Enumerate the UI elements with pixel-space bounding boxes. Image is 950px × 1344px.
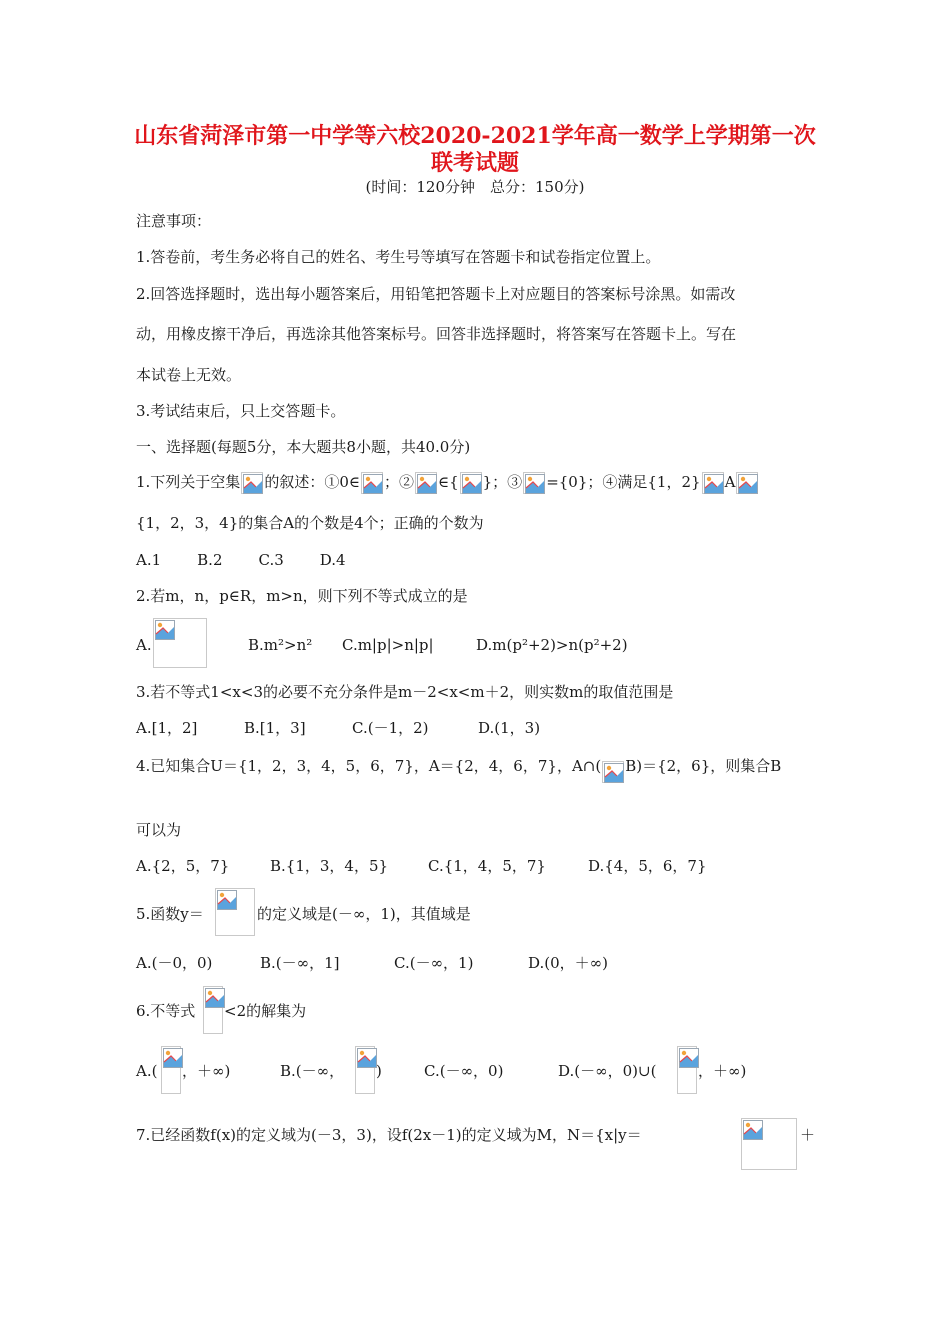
document-title-line1: 山东省菏泽市第一中学等六校2020-2021学年高一数学上学期第一次 bbox=[134, 123, 816, 149]
question-4-options bbox=[136, 855, 816, 877]
option-b: B.m²>n² bbox=[248, 636, 313, 654]
broken-image-icon bbox=[361, 472, 383, 494]
question-6-options: A.( ，＋∞) B.(－∞， ) C.(－∞，0) D.(－∞，0)∪( ，＋∞) bbox=[136, 1046, 816, 1096]
question-3-options bbox=[136, 717, 816, 739]
option-d: D.(－∞，0)∪( bbox=[558, 1062, 657, 1080]
broken-image-icon bbox=[215, 888, 255, 936]
question-4-line2: 可以为 bbox=[136, 821, 182, 839]
option-a: A.{2，5，7} bbox=[136, 857, 230, 875]
broken-image-icon bbox=[161, 1046, 181, 1094]
document-title-line2: 联考试题 bbox=[430, 150, 519, 176]
question-7-stem: 7.已经函数f(x)的定义域为(－3，3)，设f(2x－1)的定义域为M，N＝{x|y＝ ＋ bbox=[136, 1118, 816, 1172]
broken-image-icon bbox=[415, 472, 437, 494]
option-c: C.(－1，2) bbox=[352, 719, 429, 737]
option-a: A.(－0，0) bbox=[136, 954, 213, 972]
exam-time-score: (时间：120分钟 总分：150分) bbox=[365, 178, 585, 196]
broken-image-icon bbox=[153, 618, 207, 668]
option-d: D.4 bbox=[319, 551, 346, 569]
question-1-options bbox=[136, 549, 816, 571]
broken-image-icon bbox=[741, 1118, 797, 1170]
option-c: C.(－∞，1) bbox=[394, 954, 474, 972]
broken-image-icon bbox=[702, 472, 724, 494]
option-b: B.[1，3] bbox=[244, 719, 306, 737]
broken-image-icon bbox=[203, 986, 223, 1034]
broken-image-icon bbox=[523, 472, 545, 494]
broken-image-icon bbox=[460, 472, 482, 494]
option-d: D.{4，5，6，7} bbox=[588, 857, 707, 875]
section-heading: 一、选择题(每题5分，本大题共8小题，共40.0分) bbox=[136, 438, 471, 456]
question-2-options bbox=[136, 618, 816, 668]
option-b: B.{1，3，4，5} bbox=[270, 857, 389, 875]
question-2-stem: 2.若m，n，p∈R，m>n，则下列不等式成立的是 bbox=[136, 587, 468, 605]
broken-image-icon bbox=[602, 761, 624, 783]
option-a: A.1 bbox=[136, 551, 162, 569]
question-3-stem: 3.若不等式1<x<3的必要不充分条件是m－2<x<m＋2，则实数m的取值范围是 bbox=[136, 683, 674, 701]
question-6-stem: 6.不等式 <2的解集为 bbox=[136, 986, 816, 1036]
note-2-line2: 动，用橡皮擦干净后，再选涂其他答案标号。回答非选择题时，将答案写在答题卡上。写在 bbox=[136, 325, 737, 343]
option-c: C.m|p|>n|p| bbox=[342, 636, 434, 654]
option-d: D.(0，＋∞) bbox=[528, 954, 609, 972]
note-3: 3.考试结束后，只上交答题卡。 bbox=[136, 402, 346, 420]
notes-heading: 注意事项： bbox=[136, 212, 212, 230]
option-d: D.m(p²+2)>n(p²+2) bbox=[476, 636, 628, 654]
question-1-line1: 1.下列关于空集 的叙述：①0∈ ；② ∈{ }；③ ={0}；④满足{1，2} A bbox=[136, 471, 816, 494]
broken-image-icon bbox=[241, 472, 263, 494]
option-c: C.{1，4，5，7} bbox=[428, 857, 546, 875]
question-1-line2: {1，2，3，4}的集合A的个数是4个；正确的个数为 bbox=[136, 514, 484, 532]
broken-image-icon bbox=[736, 472, 758, 494]
option-a: A. bbox=[136, 636, 152, 654]
note-1: 1.答卷前，考生务必将自己的姓名、考生号等填写在答题卡和试卷指定位置上。 bbox=[136, 248, 661, 266]
option-d: D.(1，3) bbox=[478, 719, 541, 737]
note-2-line3: 本试卷上无效。 bbox=[136, 366, 242, 384]
option-b: B.(－∞，1] bbox=[260, 954, 340, 972]
option-a: A.[1，2] bbox=[136, 719, 198, 737]
note-2-line1: 2.回答选择题时，选出每小题答案后，用铅笔把答题卡上对应题目的答案标号涂黑。如需改 bbox=[136, 285, 736, 303]
option-a: A.( bbox=[136, 1062, 158, 1080]
question-5-options bbox=[136, 952, 816, 974]
broken-image-icon bbox=[677, 1046, 697, 1094]
option-b: B.2 bbox=[197, 551, 223, 569]
broken-image-icon bbox=[355, 1046, 375, 1094]
question-5-stem: 5.函数y＝ 的定义域是(－∞，1)，其值域是 bbox=[136, 888, 816, 940]
question-4-line1: 4.已知集合U＝{1，2，3，4，5，6，7}，A＝{2，4，6，7}，A∩( B)＝{2，6}，则集合B bbox=[136, 755, 816, 791]
option-c: C.3 bbox=[258, 551, 284, 569]
option-b: B.(－∞， bbox=[280, 1062, 345, 1080]
option-c: C.(－∞，0) bbox=[424, 1062, 504, 1080]
